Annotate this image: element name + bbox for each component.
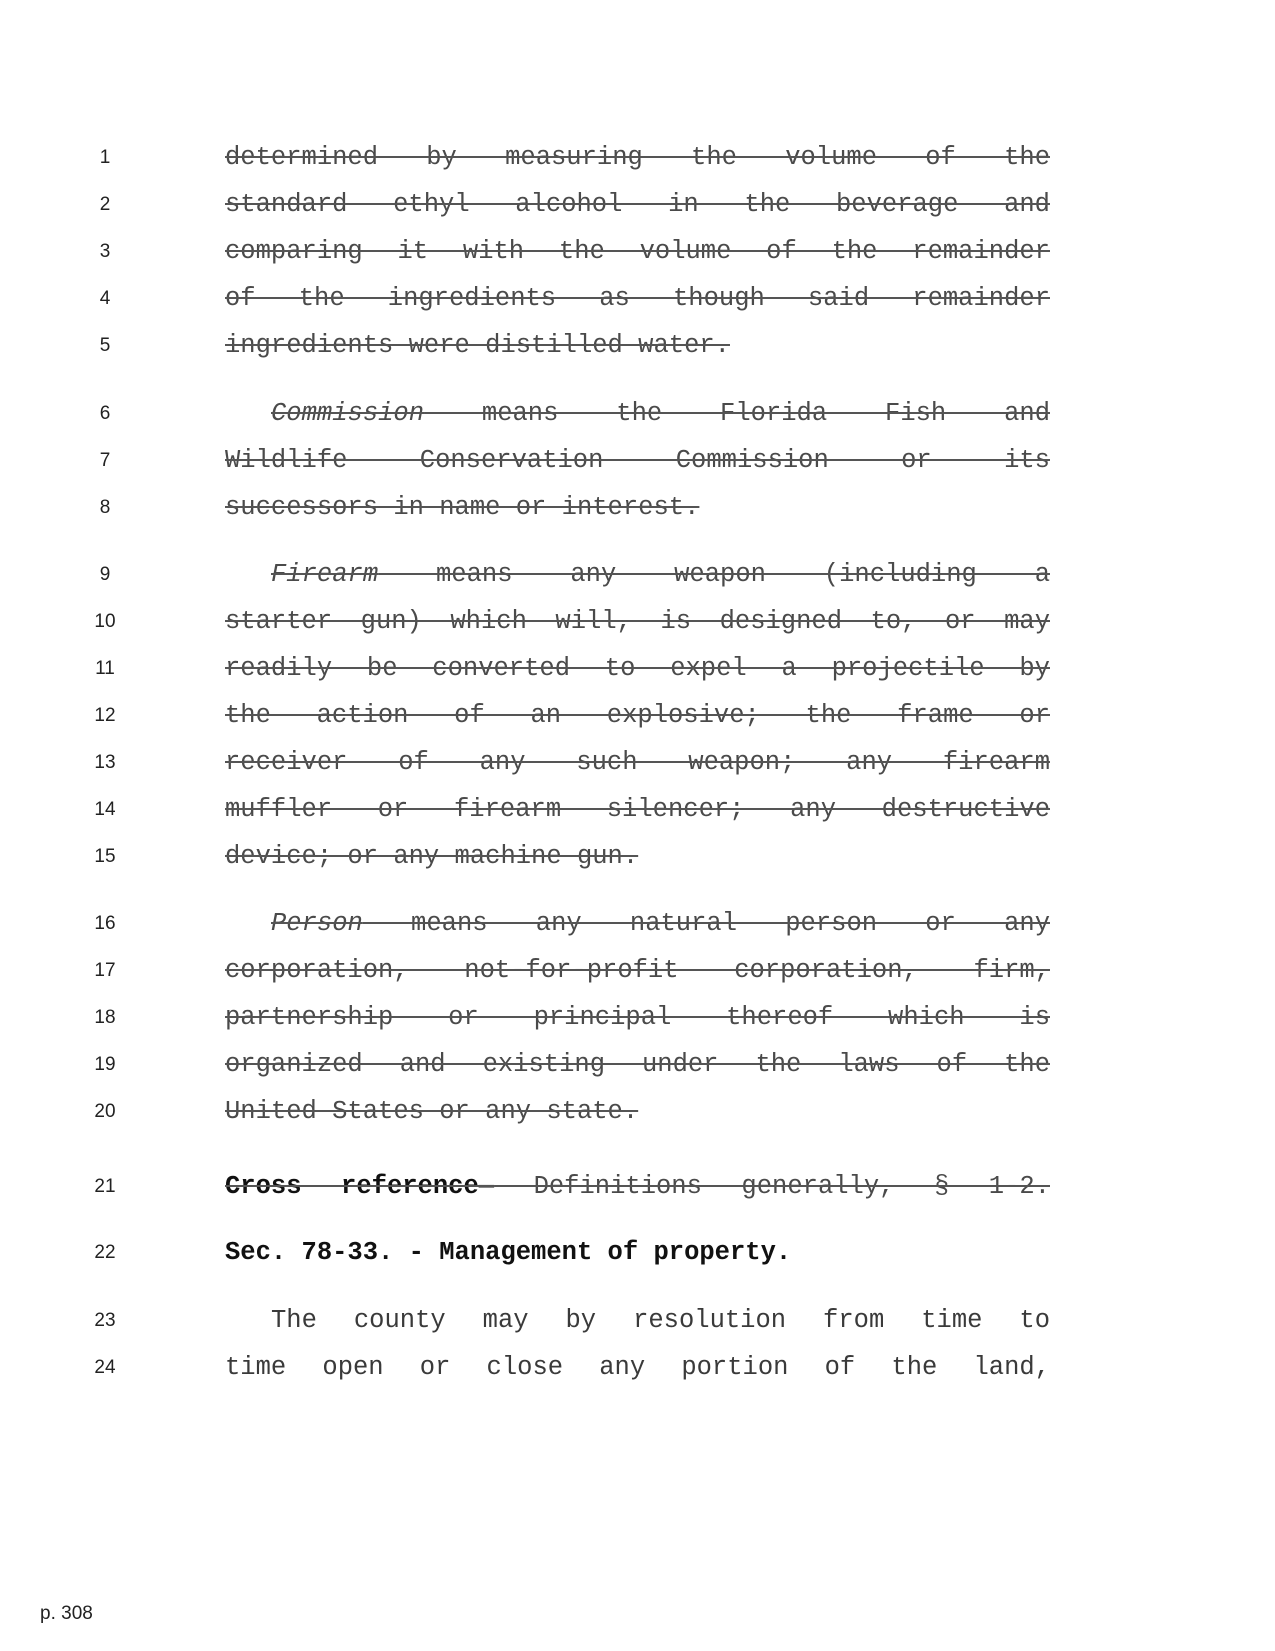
- line-number: 12: [94, 705, 116, 726]
- line-number: 21: [94, 1176, 116, 1197]
- line-number: 15: [94, 846, 116, 867]
- line-number: 9: [99, 564, 111, 585]
- struck-text-line: muffler or firearm silencer; any destructive: [225, 795, 1050, 824]
- line-number: 10: [94, 611, 116, 632]
- line-number: 3: [99, 241, 111, 262]
- struck-text-line: Wildlife Conservation Commission or its: [225, 446, 1050, 475]
- line-number: 23: [94, 1310, 116, 1331]
- struck-text-line: ingredients were distilled water.: [225, 331, 730, 360]
- body-text-line: time open or close any portion of the land,: [225, 1353, 1050, 1382]
- struck-text-line: readily be converted to expel a projectile by: [225, 654, 1050, 683]
- line-number: 18: [94, 1007, 116, 1028]
- line-number: 17: [94, 960, 116, 981]
- line-number: 24: [94, 1357, 116, 1378]
- line-number: 2: [99, 194, 111, 215]
- struck-text-line: United States or any state.: [225, 1097, 639, 1126]
- line-number: 16: [94, 913, 116, 934]
- struck-text-line: successors in name or interest.: [225, 493, 700, 522]
- struck-text-line: the action of an explosive; the frame or: [225, 701, 1050, 730]
- line-number: 19: [94, 1054, 116, 1075]
- section-heading: Sec. 78-33. - Management of property.: [225, 1238, 792, 1267]
- definition-text: means any weapon (including a: [378, 560, 1050, 589]
- line-number: 6: [99, 403, 111, 424]
- line-number: 13: [94, 752, 116, 773]
- cross-reference-label: Cross reference—: [225, 1172, 495, 1201]
- defined-term: Person: [271, 909, 363, 938]
- struck-text-line: partnership or principal thereof which is: [225, 1003, 1050, 1032]
- line-number: 11: [95, 658, 115, 679]
- struck-text-line: receiver of any such weapon; any firearm: [225, 748, 1050, 777]
- page-number: p. 308: [40, 1603, 93, 1624]
- line-number: 7: [99, 450, 111, 471]
- struck-text-line: starter gun) which will, is designed to, or may: [225, 607, 1050, 636]
- struck-text-line: corporation, not-for-profit corporation, firm,: [225, 956, 1050, 985]
- struck-text-line: of the ingredients as though said remainder: [225, 284, 1050, 313]
- definition-commission: [225, 399, 1050, 429]
- defined-term: Commission: [271, 399, 425, 428]
- struck-text-line: determined by measuring the volume of the: [225, 143, 1050, 172]
- definition-text: means the Florida Fish and: [424, 399, 1050, 428]
- line-number: 1: [99, 147, 111, 168]
- line-number: 8: [99, 497, 111, 518]
- body-text-line: The county may by resolution from time to: [271, 1306, 1050, 1335]
- definition-person: [225, 909, 1050, 939]
- defined-term: Firearm: [271, 560, 379, 589]
- line-number: 14: [94, 799, 116, 820]
- cross-reference: [225, 1172, 1050, 1202]
- line-number: 22: [94, 1242, 116, 1263]
- struck-text-line: device; or any machine gun.: [225, 842, 639, 871]
- struck-text-line: comparing it with the volume of the remainder: [225, 237, 1050, 266]
- line-number: 5: [99, 335, 111, 356]
- struck-text-line: organized and existing under the laws of the: [225, 1050, 1050, 1079]
- definition-text: means any natural person or any: [362, 909, 1050, 938]
- definition-firearm: [225, 560, 1050, 590]
- line-number: 4: [99, 288, 111, 309]
- struck-text-line: standard ethyl alcohol in the beverage and: [225, 190, 1050, 219]
- cross-reference-text: Definitions generally, § 1-2.: [494, 1172, 1050, 1201]
- line-number: 20: [94, 1101, 116, 1122]
